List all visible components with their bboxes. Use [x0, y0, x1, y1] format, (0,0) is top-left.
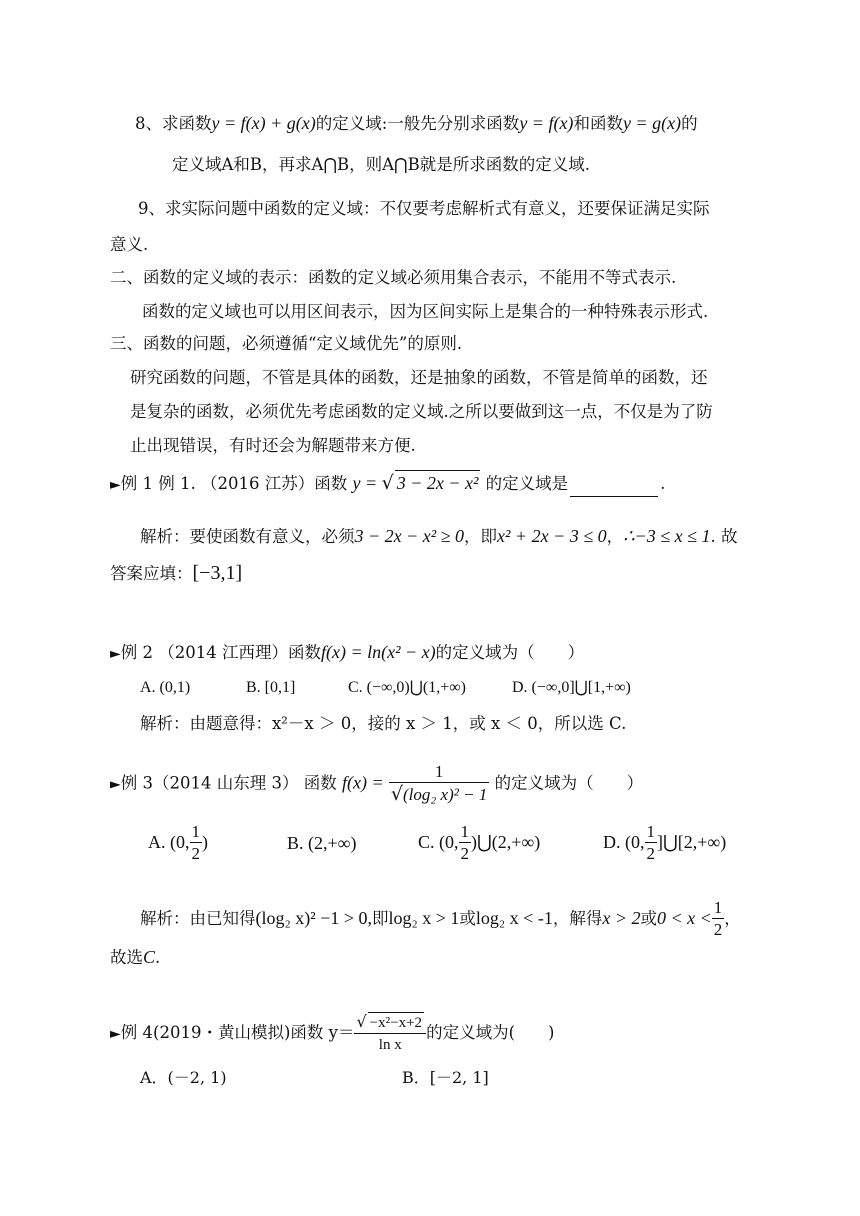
- section2-line2: 函数的定义域也可以用区间表示，因为区间实际上是集合的一种特殊表示形式.: [142, 302, 709, 321]
- example2-question: [110, 640, 584, 666]
- text: ): [202, 832, 208, 852]
- formula: f(x) =: [342, 772, 384, 793]
- text: .: [155, 948, 161, 967]
- text: 答案应填：: [110, 564, 193, 583]
- formula: f(x) = ln(x² − x): [321, 642, 436, 662]
- radical-sign-icon: √: [381, 472, 394, 494]
- example1-question: [110, 470, 665, 497]
- denominator: ln x: [354, 1033, 426, 1056]
- denominator: 2: [713, 920, 723, 939]
- example2-option-a: A. (0,1): [140, 679, 191, 696]
- fraction: [645, 822, 658, 865]
- triangle-marker-icon: ►: [110, 646, 121, 662]
- example2-option-c: C. (−∞,0)⋃(1,+∞): [348, 679, 466, 696]
- formula: C: [143, 947, 156, 967]
- text: 即: [371, 909, 389, 928]
- numerator: [354, 1012, 426, 1033]
- example1-solution-line2: [110, 561, 242, 586]
- radical-sign-icon: √: [390, 783, 403, 805]
- fraction: [459, 822, 472, 865]
- example3-option-d: [603, 820, 726, 865]
- text: ，即: [464, 527, 498, 546]
- formula: y = g(x): [622, 113, 682, 133]
- formula: x² + 2x − 3 ≤ 0: [497, 526, 607, 546]
- denominator: 2: [646, 844, 655, 864]
- text: ]⋃[2,+∞): [657, 832, 727, 852]
- example2-solution: 解析：由题意得：x²－x ＞ 0，接的 x ＞ 1，或 x ＜ 0，所以选 C.: [140, 714, 627, 733]
- formula: x > 2: [602, 908, 641, 928]
- text: 的定义域是: [485, 474, 569, 493]
- item8-line2: 定义域A和B，再求A⋂B，则A⋂B就是所求函数的定义域.: [172, 155, 590, 174]
- text: 或: [459, 909, 476, 928]
- numerator: 1: [646, 822, 655, 842]
- text: 的定义域:一般先分别求函数: [315, 114, 520, 133]
- example3-option-b: B. (2,+∞): [287, 833, 357, 853]
- formula: y = f(x) + g(x): [211, 113, 316, 133]
- text: 或: [640, 909, 657, 928]
- text: )⋃(2,+∞): [471, 832, 541, 852]
- section3-para3: 止出现错误，有时还会为解题带来方便.: [130, 436, 416, 455]
- radicand: −x²−x+2: [368, 1012, 424, 1033]
- example4-question: [110, 1010, 554, 1057]
- example3-option-c: [418, 820, 540, 865]
- example3-question: [110, 762, 643, 806]
- example1-solution-line1: [140, 524, 737, 549]
- radical-sign-icon: √: [356, 1011, 367, 1031]
- text: 8、求函数: [135, 114, 212, 133]
- denominator: 2: [191, 844, 200, 864]
- formula: y = f(x): [519, 113, 574, 133]
- example3-solution-line1: [140, 896, 741, 941]
- denominator: 2: [460, 844, 469, 864]
- fraction: [190, 822, 203, 865]
- text: 的定义域为（ ）: [494, 773, 644, 793]
- formula: 3 − 2x − x² ≥ 0: [354, 526, 465, 546]
- text: 例 3（2014 山东理 3） 函数: [120, 773, 337, 793]
- text: 故选: [110, 948, 143, 967]
- text: 解析：要使函数有意义，必须: [140, 527, 355, 546]
- numerator: 1: [191, 822, 200, 842]
- formula: log₂ x < -1: [475, 908, 553, 928]
- formula: log₂ x > 1: [388, 908, 460, 928]
- example3-option-a: [148, 820, 208, 865]
- text: 例 2 （2014 江西理）函数: [120, 643, 322, 662]
- triangle-marker-icon: ►: [110, 776, 121, 793]
- text: 例 1 例 1. （2016 江苏）函数: [120, 474, 348, 493]
- text: 解析：由已知得: [140, 909, 256, 928]
- section3-para2: 是复杂的函数，必须优先考虑函数的定义域.之所以要做到这一点，不仅是为了防: [130, 402, 713, 421]
- example3-solution-line2: [110, 945, 160, 970]
- fraction: [712, 898, 725, 941]
- formula: ∴−3 ≤ x ≤ 1: [623, 526, 711, 546]
- text: 的: [681, 114, 698, 133]
- text: ，: [724, 909, 741, 928]
- section3-heading: 三、函数的问题，必须遵循“定义域优先”的原则.: [110, 334, 463, 353]
- denominator: [389, 782, 489, 806]
- text: A. (0,: [148, 832, 190, 852]
- triangle-marker-icon: ►: [110, 477, 121, 493]
- radicand: (log₂ x)² − 1: [402, 785, 488, 804]
- text: D. (0,: [603, 832, 645, 852]
- formula: 0 < x <: [656, 908, 712, 928]
- example2-option-d: D. (−∞,0]⋃[1,+∞): [512, 679, 631, 696]
- text: 例 4(2019・黄山模拟)函数 y＝: [120, 1023, 355, 1042]
- text: C. (0,: [418, 832, 459, 852]
- radicand: 3 − 2x − x²: [395, 470, 481, 495]
- text: .: [660, 474, 666, 493]
- text: ，: [606, 527, 624, 546]
- section3-para1: 研究函数的问题，不管是具体的函数，还是抽象的函数，不管是简单的函数，还: [130, 368, 708, 387]
- numerator: 1: [460, 822, 469, 842]
- example2-option-b: B. [0,1]: [246, 679, 296, 696]
- text: . 故: [710, 527, 738, 546]
- fraction: [389, 762, 489, 806]
- item9-line1: 9、求实际问题中函数的定义域：不仅要考虑解析式有意义，还要保证满足实际: [138, 199, 710, 218]
- numerator: 1: [713, 898, 723, 917]
- item9-line2: 意义.: [110, 235, 149, 254]
- section2-heading: 二、函数的定义域的表示：函数的定义域必须用集合表示，不能用不等式表示.: [110, 268, 677, 287]
- formula: (log₂ x)² −1 > 0,: [255, 908, 372, 928]
- example4-option-b: B．[－2, 1]: [402, 1068, 489, 1087]
- text: 和函数: [573, 114, 623, 133]
- item8-line1: [135, 111, 698, 136]
- triangle-marker-icon: ►: [110, 1026, 121, 1042]
- formula: y =: [352, 473, 382, 493]
- numerator: 1: [434, 762, 444, 781]
- text: 的定义域为（ ）: [435, 643, 585, 662]
- text: ，解得: [552, 909, 603, 928]
- formula: [−3,1]: [192, 562, 243, 584]
- fraction: [354, 1012, 426, 1056]
- text: 的定义域为( ): [426, 1023, 555, 1042]
- answer-blank: [570, 478, 658, 497]
- example4-option-a: A．(－2, 1): [140, 1068, 227, 1087]
